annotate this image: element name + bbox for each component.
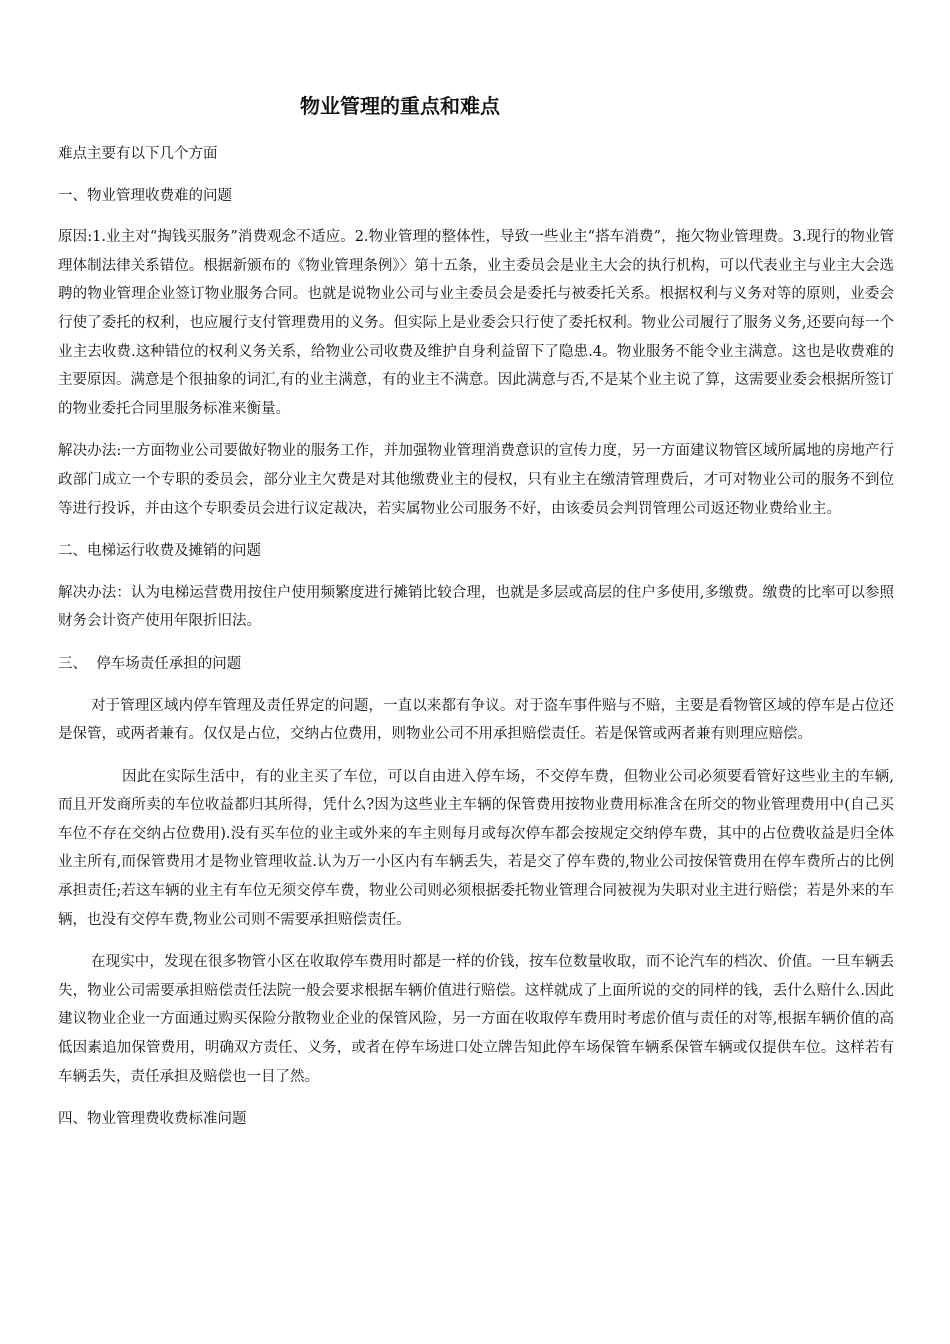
- section-2-solution-paragraph: 解决办法：认为电梯运营费用按住户使用频繁度进行摊销比较合理，也就是多层或高层的住户多使用,多缴费。缴费的比率可以参照财务会计资产使用年限折旧法。: [58, 584, 894, 630]
- section-1-solution-paragraph: 解决办法:一方面物业公司要做好物业的服务工作，并加强物业管理消费意识的宣传力度，另一方面建议物管区域所属地的房地产行政部门成立一个专职的委员会，部分业主欠费是对其他缴费业主的侵权，只有业主在缴清管理费后，才可对物业公司的服务不到位等进行投诉，并由这个专职委员会进行议定裁决，若实属物业公司服务不好，由该委员会判罚管理公司返还物业费给业主。: [58, 443, 894, 517]
- section-3-paragraph-1: 对于管理区域内停车管理及责任界定的问题，一直以来都有争议。对于盗车事件赔与不赔，主要是看物管区域的停车是占位还是保管，或两者兼有。仅仅是占位，交纳占位费用，则物业公司不用承担赔偿责任。若是保管或两者兼有则理应赔偿。: [58, 697, 894, 743]
- intro-line: 难点主要有以下几个方面: [58, 146, 218, 162]
- document-body: [58, 140, 894, 1147]
- section-4-heading: 四、物业管理费收费标准问题: [58, 1111, 247, 1128]
- section-2-heading: 二、电梯运行收费及摊销的问题: [58, 543, 261, 560]
- document-title: 物业管理的重点和难点: [300, 94, 500, 118]
- section-1-reason-paragraph: 原因:1.业主对“掏钱买服务”消费观念不适应。2.物业管理的整体性，导致一些业主“搭车消费”，拖欠物业管理费。3.现行的物业管理体制法律关系错位。根据新颁布的《物业管理条例》〉第十五条，业主委员会是业主大会的执行机构，可以代表业主与业主大会选聘的物业管理企业签订物业服务合同。也就是说物业公司与业主委员会是委托与被委托关系。根据权利与义务对等的原则，业委会行使了委托的权利，也应履行支付管理费用的义务。但实际上是业委会只行使了委托权利。物业公司履行了服务义务,还要向每一个业主去收费.这种错位的权利义务关系，给物业公司收费及维护自身利益留下了隐患.4。物业服务不能令业主满意。这也是收费难的主要原因。满意是个很抽象的词汇,有的业主满意，有的业主不满意。因此满意与否,不是某个业主说了算，这需要业委会根据所签订的物业委托合同里服务标准来衡量。: [58, 229, 894, 417]
- section-1-heading: 一、物业管理收费难的问题: [58, 187, 232, 204]
- section-3-heading: 三、 停车场责任承担的问题: [58, 655, 242, 672]
- section-3-paragraph-3: 在现实中，发现在很多物管小区在收取停车费用时都是一样的价钱，按车位数量收取，而不论汽车的档次、价值。一旦车辆丢失，物业公司需要承担赔偿责任法院一般会要求根据车辆价值进行赔偿。这样就成了上面所说的交的同样的钱，丢什么赔什么.因此建议物业企业一方面通过购买保险分散物业企业的保管风险，另一方面在收取停车费用时考虑价值与责任的对等,根据车辆价值的高低因素追加保管费用，明确双方责任、义务，或者在停车场进口处立牌告知此停车场保管车辆系保管车辆或仅提供车位。这样若有车辆丢失，责任承担及赔偿也一目了然。: [58, 954, 894, 1085]
- section-3-paragraph-2: 因此在实际生活中，有的业主买了车位，可以自由进入停车场，不交停车费，但物业公司必须要看管好这些业主的车辆,而且开发商所卖的车位收益都归其所得，凭什么?因为这些业主车辆的保管费用按物业费用标准含在所交的物业管理费用中(自己买车位不存在交纳占位费用).没有买车位的业主或外来的车主则每月或每次停车都会按规定交纳停车费，其中的占位费收益是归全体业主所有,而保管费用才是物业管理收益.认为万一小区内有车辆丢失，若是交了停车费的,物业公司按保管费用在停车费所占的比例承担责任;若这车辆的业主有车位无须交停车费，物业公司则必须根据委托物业管理合同被视为失职对业主进行赔偿；若是外来的车辆，也没有交停车费,物业公司则不需要承担赔偿责任。: [58, 768, 894, 928]
